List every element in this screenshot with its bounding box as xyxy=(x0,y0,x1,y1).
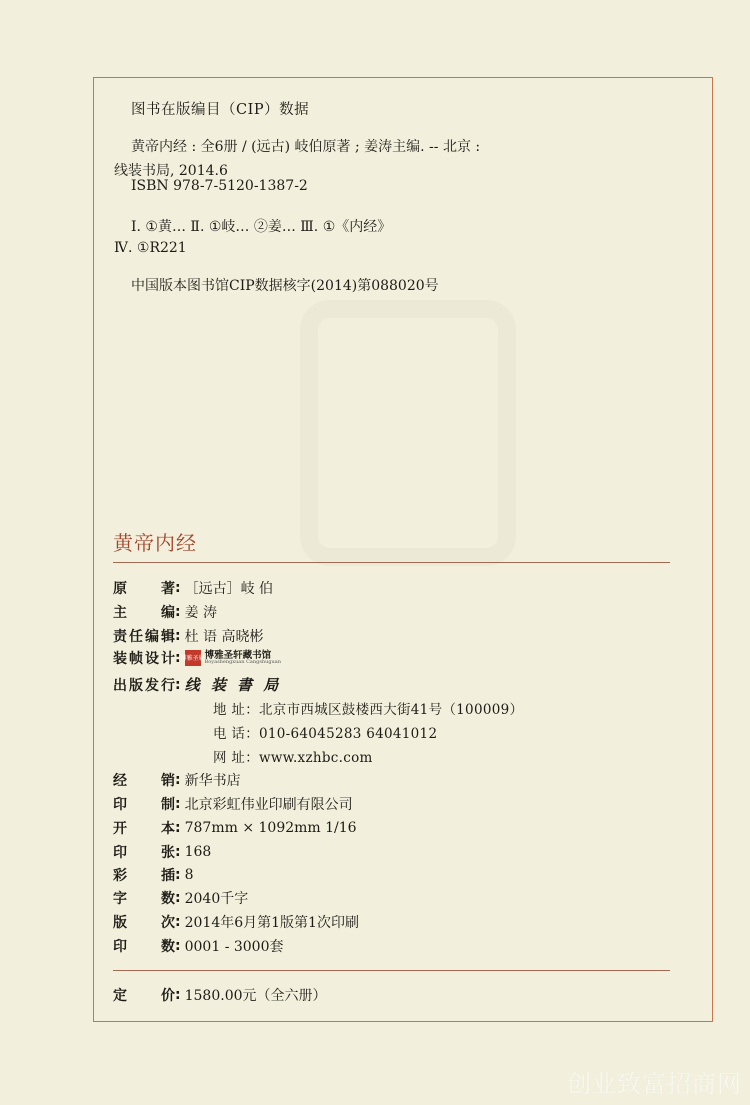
spec-value: 北京彩虹伟业印刷有限公司 xyxy=(184,797,353,813)
colon: : xyxy=(175,844,181,860)
spec-row xyxy=(113,770,241,790)
colon: : xyxy=(175,914,181,930)
spec-label: 彩 插 xyxy=(113,868,175,884)
publisher-address: 地 址：北京市西城区鼓楼西大街41号（100009） xyxy=(213,702,524,718)
price-value: 1580.00元（全六册） xyxy=(184,988,327,1004)
logo-chinese-name: 博雅圣轩藏书馆 xyxy=(204,649,272,661)
cip-entry-line1: 黄帝内经 : 全6册 / (远古) 岐伯原著 ; 姜涛主编. -- 北京 : xyxy=(131,139,481,155)
spec-row xyxy=(113,818,357,838)
title-rule xyxy=(113,562,670,563)
cip-heading: 图书在版编目（CIP）数据 xyxy=(131,102,310,118)
colon: : xyxy=(175,628,181,644)
design-label: 装帧设计 xyxy=(113,651,175,667)
spec-row xyxy=(113,936,284,956)
spec-value: 168 xyxy=(184,844,212,860)
colon: : xyxy=(175,867,181,883)
logo-english-name: Boyashengxuan Cangshuguan xyxy=(204,659,281,666)
responsible-editor-value: 杜 语 高晓彬 xyxy=(184,629,264,645)
book-title: 黄帝内经 xyxy=(113,531,197,555)
red-seal-icon: 博雅圣轩 xyxy=(185,650,201,666)
publisher-phone: 电 话：010-64045283 64041012 xyxy=(213,726,438,742)
author-value: ［远古］岐 伯 xyxy=(184,581,274,597)
spec-row xyxy=(113,888,248,908)
colon: : xyxy=(175,820,181,836)
price-rule xyxy=(113,970,670,971)
spec-value: 2014年6月第1版第1次印刷 xyxy=(184,915,359,931)
spec-label: 字 数 xyxy=(113,891,175,907)
spec-row xyxy=(113,865,194,885)
spec-row xyxy=(113,794,353,814)
editor-value: 姜 涛 xyxy=(184,605,218,621)
cip-record-number: 中国版本图书馆CIP数据核字(2014)第088020号 xyxy=(131,278,439,294)
colon: : xyxy=(175,650,181,666)
spec-value: 新华书店 xyxy=(184,773,241,789)
responsible-editor-row xyxy=(113,626,264,646)
cip-classification-2: Ⅳ. ①R221 xyxy=(114,240,187,256)
publisher-website: 网 址：www.xzhbc.com xyxy=(213,750,373,766)
design-row xyxy=(113,648,281,668)
spec-label: 版 次 xyxy=(113,915,175,931)
colon: : xyxy=(175,938,181,954)
spec-row xyxy=(113,842,211,862)
spec-row xyxy=(113,912,359,932)
cip-isbn: ISBN 978-7-5120-1387-2 xyxy=(131,178,308,194)
spec-label: 开 本 xyxy=(113,821,175,837)
spec-label: 印 张 xyxy=(113,845,175,861)
price-row xyxy=(113,985,327,1005)
site-watermark: 创业致富招商网 xyxy=(567,1070,742,1098)
publisher-label: 出版发行 xyxy=(113,677,175,694)
colon: : xyxy=(175,987,181,1003)
editor-row xyxy=(113,602,217,622)
publisher-name: 线 装 書 局 xyxy=(184,676,282,694)
spec-value: 8 xyxy=(184,867,194,883)
spec-label: 经 销 xyxy=(113,773,175,789)
spec-label: 印 数 xyxy=(113,939,175,955)
publisher-row xyxy=(113,674,281,695)
spec-value: 2040千字 xyxy=(184,891,249,907)
spec-label: 印 制 xyxy=(113,797,175,813)
cip-entry-line2: 线装书局, 2014.6 xyxy=(114,163,228,179)
colon: : xyxy=(175,796,181,812)
colon: : xyxy=(175,890,181,906)
editor-label: 主 编 xyxy=(113,605,175,621)
faint-background-mark xyxy=(300,300,516,566)
design-studio-logo xyxy=(180,649,281,666)
cip-classification-1: Ⅰ. ①黄… Ⅱ. ①岐… ②姜… Ⅲ. ①《内经》 xyxy=(131,219,392,235)
author-row xyxy=(113,578,273,598)
colon: : xyxy=(175,604,181,620)
spec-value: 0001 - 3000套 xyxy=(184,939,284,955)
spec-value: 787mm × 1092mm 1/16 xyxy=(184,820,357,836)
responsible-editor-label: 责任编辑 xyxy=(113,629,175,645)
colon: : xyxy=(175,580,181,596)
colon: : xyxy=(175,676,181,693)
colon: : xyxy=(175,772,181,788)
price-label: 定 价 xyxy=(113,988,175,1004)
author-label: 原 著 xyxy=(113,581,175,597)
